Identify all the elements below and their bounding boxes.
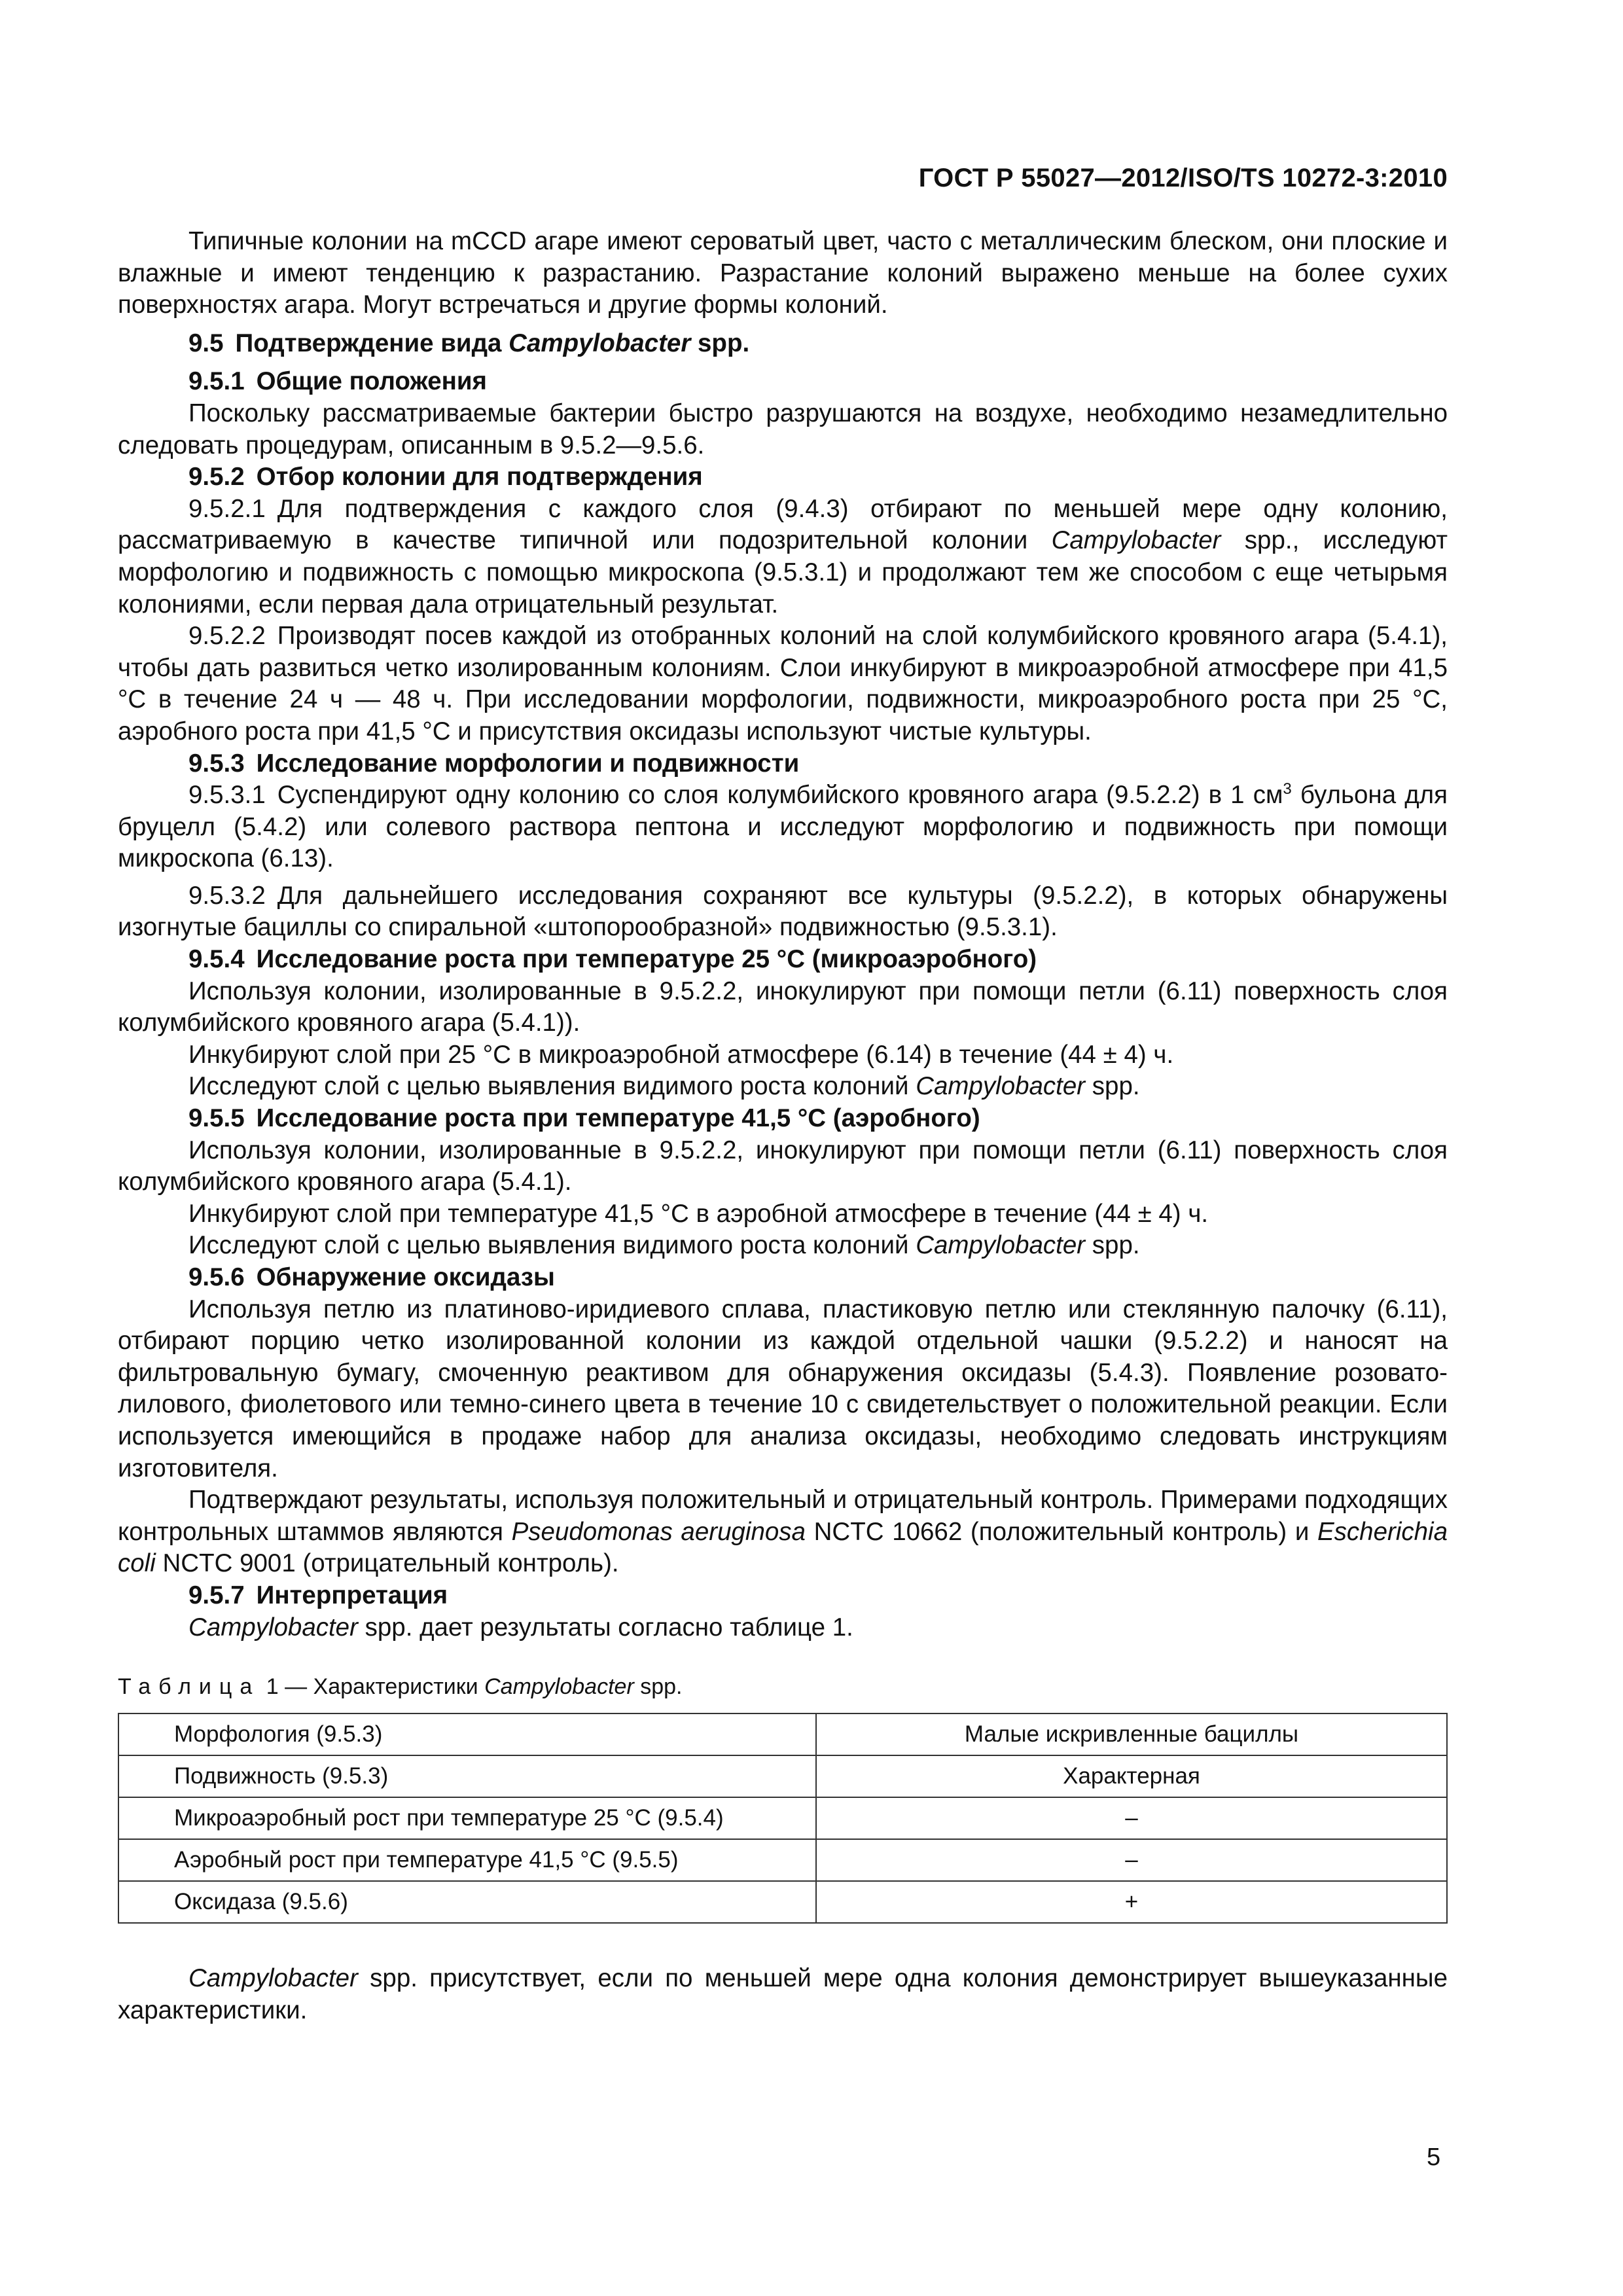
- section-9-5-6-heading: [118, 1262, 1448, 1294]
- italic-run: Escherichia coli: [118, 1517, 1448, 1578]
- text-run: spp. присутствует, если по меньшей мере одна колония демонстрирует вышеуказанные характеристики.: [118, 1964, 1448, 2024]
- caption-label: Таблица: [118, 1674, 260, 1700]
- document-body: [118, 226, 1448, 2026]
- table-row: [118, 1797, 1447, 1839]
- text-run: NCTC 9001 (отрицательный контроль).: [155, 1549, 619, 1578]
- paragraph-9-5-6-b: [118, 1484, 1448, 1580]
- section-title: Подтверждение вида: [235, 329, 509, 357]
- table-cell-label: Аэробный рост при температуре 41,5 °С (9.5.5): [118, 1839, 816, 1881]
- paragraph-9-5-4-b: Инкубируют слой при 25 °С в микроаэробной атмосфере (6.14) в течение (44 ± 4) ч.: [188, 1040, 1174, 1069]
- section-title: Отбор колонии для подтверждения: [256, 463, 703, 492]
- paragraph-9-5-2-2: [118, 620, 1448, 747]
- table-cell-label: Морфология (9.5.3): [118, 1713, 816, 1755]
- section-9-5-heading: [118, 328, 1448, 360]
- paragraph-9-5-4-c: [118, 1071, 1448, 1103]
- table-cell-label: Оксидаза (9.5.6): [118, 1881, 816, 1923]
- intro-paragraph: Типичные колонии на mCCD агаре имеют сероватый цвет, часто с металлическим блеском, они плоские и влажные и имеют тенденцию к разрастанию. Разрастание колоний выражено меньше на более сухих поверхностях агара. Могут встречаться и другие формы колоний.: [118, 227, 1448, 319]
- clause-number: 9.5.2.1: [188, 494, 266, 523]
- table-row: [118, 1713, 1447, 1755]
- paragraph-9-5-5-c: [118, 1230, 1448, 1262]
- italic-run: Campylobacter: [916, 1072, 1086, 1101]
- paragraph-9-5-5-a: Используя колонии, изолированные в 9.5.2.2, инокулируют при помощи петли (6.11) поверхность слоя колумбийского кровяного агара (5.4.1).: [118, 1136, 1448, 1196]
- clause-number: 9.5.3.1: [188, 781, 266, 810]
- section-number: 9.5.5: [188, 1104, 245, 1133]
- italic-run: Campylobacter: [188, 1964, 358, 1993]
- section-number: 9.5.6: [188, 1263, 245, 1291]
- table-cell-value: +: [816, 1881, 1447, 1923]
- italic-run: Campylobacter: [916, 1231, 1086, 1260]
- text-run: Исследуют слой с целью выявления видимого роста колоний: [188, 1072, 916, 1101]
- text-run: spp. дает результаты согласно таблице 1.: [357, 1613, 853, 1641]
- text-run: spp., исследуют морфологию и подвижность с помощью микроскопа (9.5.3.1) и продолжают тем же способом с еще четырьмя колониями, если первая дала отрицательный результат.: [118, 526, 1448, 619]
- section-title: Общие положения: [256, 367, 487, 396]
- italic-run: Campylobacter: [1051, 526, 1221, 555]
- table-cell-label: Микроаэробный рост при температуре 25 °С (9.5.4): [118, 1797, 816, 1839]
- section-title-end: spp.: [690, 329, 750, 357]
- italic-run: Campylobacter: [188, 1613, 358, 1641]
- section-9-5-4-heading: [118, 944, 1448, 976]
- table-caption: [118, 1672, 1448, 1701]
- table-cell-value: –: [816, 1839, 1447, 1881]
- text-run: Суспендируют одну колонию со слоя колумбийского кровяного агара (9.5.2.2) в 1 см: [277, 781, 1283, 810]
- text-run: spp.: [1085, 1072, 1140, 1101]
- superscript: 3: [1283, 780, 1292, 798]
- table-row: [118, 1755, 1447, 1797]
- caption-dash: — Характеристики: [278, 1674, 485, 1700]
- section-number: 9.5: [188, 329, 224, 357]
- table-cell-value: Характерная: [816, 1755, 1447, 1797]
- paragraph-9-5-2-1: [118, 493, 1448, 620]
- caption-italic: Campylobacter: [484, 1674, 634, 1700]
- section-title: Исследование морфологии и подвижности: [256, 749, 800, 778]
- caption-end: spp.: [633, 1674, 683, 1700]
- section-9-5-2-heading: [118, 461, 1448, 493]
- text-run: Подтверждают результаты, используя положительный и отрицательный контроль. Примерами подходящих контрольных штаммов являются: [118, 1486, 1448, 1546]
- final-paragraph: [118, 1963, 1448, 2026]
- paragraph-9-5-6-a: Используя петлю из платиново-иридиевого сплава, пластиковую петлю или стеклянную палочку (6.11), отбирают порцию четко изолированной колонии из каждой отдельной чашки (9.5.2.2) и наносят на фильтровальную бумагу, смоченную реактивом для обнаружения оксидазы (5.4.3). Появление розовато-лилового, фиолетового или темно-синего цвета в течение 10 с свидетельствует о положительной реакции. Если используется имеющийся в продаже набор для анализа оксидазы, необходимо следовать инструкциям изготовителя.: [118, 1295, 1448, 1482]
- clause-number: 9.5.2.2: [188, 622, 266, 651]
- document-header: ГОСТ Р 55027—2012/ISO/TS 10272-3:2010: [918, 164, 1448, 192]
- section-title: Исследование роста при температуре 41,5 °С (аэробного): [256, 1104, 980, 1133]
- section-9-5-5-heading: [118, 1103, 1448, 1135]
- section-title: Обнаружение оксидазы: [256, 1263, 555, 1291]
- italic-run: Pseudomonas aeruginosa: [511, 1517, 806, 1546]
- table-row: [118, 1881, 1447, 1923]
- section-title-italic: Campylobacter: [508, 329, 691, 357]
- characteristics-table: [118, 1713, 1448, 1924]
- paragraph-9-5-4-a: Используя колонии, изолированные в 9.5.2.2, инокулируют при помощи петли (6.11) поверхность слоя колумбийского кровяного агара (5.4.1)).: [118, 977, 1448, 1037]
- paragraph-9-5-1: Поскольку рассматриваемые бактерии быстро разрушаются на воздухе, необходимо незамедлительно следовать процедурам, описанным в 9.5.2—9.5.6.: [118, 399, 1448, 459]
- paragraph-9-5-3-2: [118, 880, 1448, 944]
- page-number: 5: [1427, 2144, 1441, 2171]
- table-cell-value: Малые искривленные бациллы: [816, 1713, 1447, 1755]
- table-row: [118, 1839, 1447, 1881]
- text-run: Исследуют слой с целью выявления видимого роста колоний: [188, 1231, 916, 1260]
- section-number: 9.5.3: [188, 749, 245, 778]
- text-run: бульона для бруцелл (5.4.2) или солевого раствора пептона и исследуют морфологию и подвижность при помощи микроскопа (6.13).: [118, 781, 1448, 873]
- paragraph-9-5-7: [118, 1612, 1448, 1644]
- section-title: Интерпретация: [256, 1581, 448, 1609]
- table-cell-value: –: [816, 1797, 1447, 1839]
- section-number: 9.5.1: [188, 367, 245, 396]
- paragraph-9-5-5-b: Инкубируют слой при температуре 41,5 °С в аэробной атмосфере в течение (44 ± 4) ч.: [188, 1199, 1209, 1228]
- paragraph-9-5-3-1: [118, 780, 1448, 875]
- text-run: Для подтверждения с каждого слоя (9.4.3) отбирают по меньшей мере одну колонию, рассматриваемую в качестве типичной или подозрительной колонии: [118, 494, 1448, 555]
- section-9-5-7-heading: [118, 1580, 1448, 1612]
- text-run: Для дальнейшего исследования сохраняют все культуры (9.5.2.2), в которых обнаружены изогнутые бациллы со спиральной «штопорообразной» подвижностью (9.5.3.1).: [118, 881, 1448, 942]
- section-number: 9.5.2: [188, 463, 245, 492]
- clause-number: 9.5.3.2: [188, 881, 266, 910]
- section-number: 9.5.7: [188, 1581, 245, 1609]
- section-9-5-1-heading: [118, 366, 1448, 398]
- section-title: Исследование роста при температуре 25 °С (микроаэробного): [256, 945, 1037, 974]
- section-9-5-3-heading: [118, 748, 1448, 780]
- table-cell-label: Подвижность (9.5.3): [118, 1755, 816, 1797]
- caption-number: 1: [260, 1674, 279, 1700]
- text-run: spp.: [1085, 1231, 1140, 1260]
- section-number: 9.5.4: [188, 945, 245, 974]
- text-run: NCTC 10662 (положительный контроль) и: [805, 1517, 1317, 1546]
- text-run: Производят посев каждой из отобранных колоний на слой колумбийского кровяного агара (5.4.1), чтобы дать развиться четко изолированным колониям. Слои инкубируют в микроаэробной атмосфере при 41,5 °С в течение 24 ч — 48 ч. При исследовании морфологии, подвижности, микроаэробного роста при 25 °С, аэробного роста при 41,5 °С и присутствия оксидазы используют чистые культуры.: [118, 622, 1448, 745]
